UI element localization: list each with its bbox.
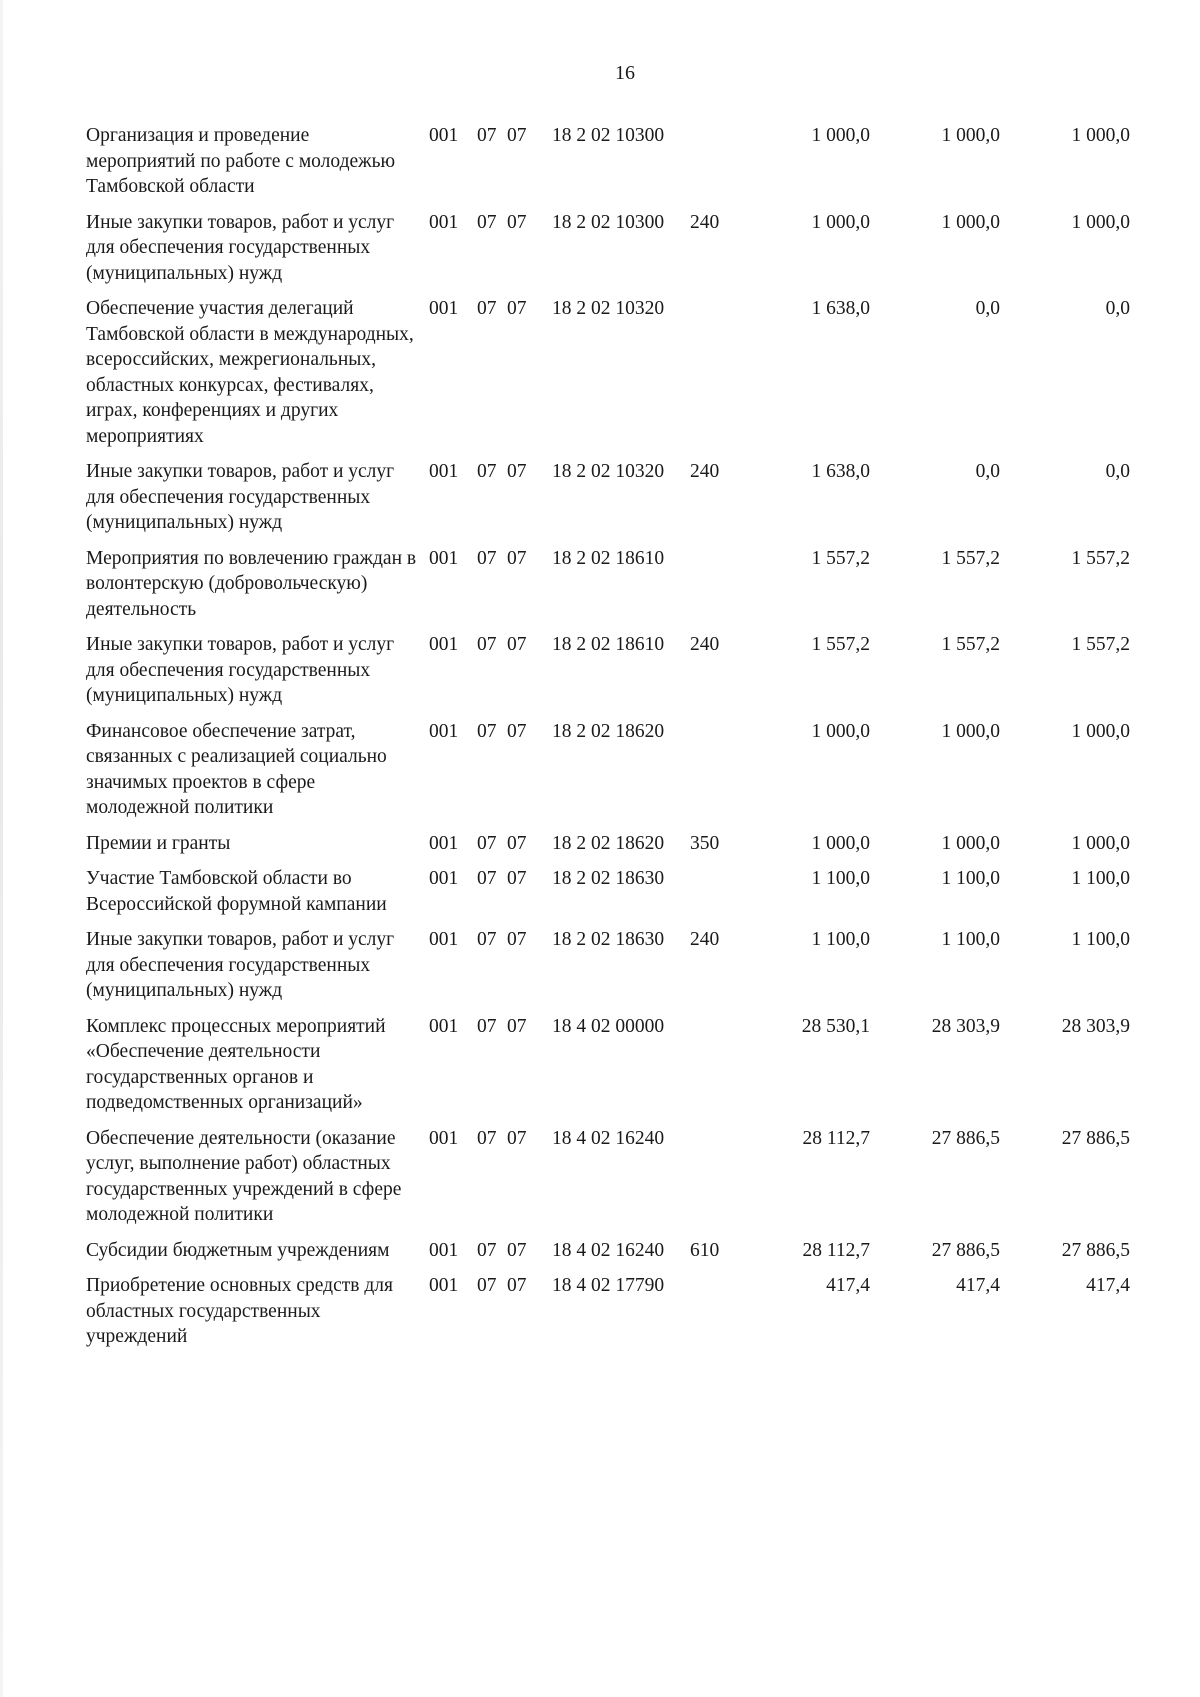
table-row — [86, 632, 1130, 719]
row-section-code: 07 — [477, 461, 497, 482]
row-amount-year-3: 0,0 — [1105, 461, 1130, 482]
row-subsection-code: 07 — [507, 211, 527, 233]
row-expense-type-code: 350 — [690, 832, 720, 854]
row-section-code: 07 — [477, 125, 497, 146]
row-section-code: 07 — [477, 720, 497, 742]
table-row — [86, 123, 1130, 210]
row-amount-year-2: 1 000,0 — [941, 720, 1000, 742]
row-amount-year-3: 417,4 — [1086, 1275, 1130, 1296]
row-amount-year-1: 28 112,7 — [802, 1239, 870, 1261]
row-subsection-code: 07 — [507, 298, 527, 319]
row-amount-year-1: 1 000,0 — [811, 125, 870, 146]
row-expense-type-code — [690, 719, 738, 831]
row-expense-type-code: 240 — [690, 461, 720, 482]
row-amount-year-3: 1 000,0 — [1071, 211, 1130, 233]
row-target-code: 18 2 02 18620 — [552, 832, 665, 854]
row-ministry-code: 001 — [429, 1239, 459, 1261]
row-ministry-code: 001 — [429, 1127, 459, 1149]
row-amount-year-3: 0,0 — [1105, 298, 1130, 319]
row-target-code: 18 2 02 10320 — [552, 298, 665, 319]
row-amount-year-2: 27 886,5 — [931, 1239, 1000, 1261]
row-name: Премии и гранты — [86, 832, 231, 854]
table-row — [86, 459, 1130, 546]
budget-table — [86, 123, 1130, 1360]
row-amount-year-1: 28 530,1 — [801, 1015, 870, 1037]
row-amount-year-2: 1 557,2 — [941, 634, 1000, 655]
row-target-code: 18 2 02 18610 — [552, 634, 665, 655]
row-expense-type-code — [690, 1126, 738, 1238]
row-name: Обеспечение деятельности (оказание услуг, выполнение работ) областных государственных учреждений в сфере молодежной политики — [86, 1127, 402, 1225]
row-amount-year-2: 1 557,2 — [941, 547, 1000, 569]
row-ministry-code: 001 — [429, 461, 459, 482]
row-expense-type-code — [690, 1273, 738, 1360]
row-subsection-code: 07 — [507, 125, 527, 146]
row-amount-year-3: 28 303,9 — [1061, 1015, 1130, 1037]
row-name: Иные закупки товаров, работ и услуг для обеспечения государственных (муниципальных) нужд — [86, 211, 395, 284]
row-ministry-code: 001 — [429, 634, 459, 655]
row-section-code: 07 — [477, 868, 497, 889]
row-expense-type-code — [690, 123, 738, 210]
row-ministry-code: 001 — [429, 1015, 459, 1037]
row-name: Участие Тамбовской области во Всероссийской форумной кампании — [86, 868, 387, 915]
row-amount-year-3: 27 886,5 — [1061, 1239, 1130, 1261]
row-expense-type-code — [690, 296, 738, 459]
row-amount-year-2: 0,0 — [975, 461, 1000, 482]
row-section-code: 07 — [477, 211, 497, 233]
row-amount-year-3: 1 100,0 — [1071, 868, 1130, 889]
row-section-code: 07 — [477, 832, 497, 854]
row-ministry-code: 001 — [429, 125, 459, 146]
table-row — [86, 831, 1130, 867]
row-subsection-code: 07 — [507, 461, 527, 482]
row-name: Иные закупки товаров, работ и услуг для обеспечения государственных (муниципальных) нужд — [86, 929, 395, 1001]
row-ministry-code: 001 — [429, 832, 459, 854]
row-amount-year-3: 1 000,0 — [1071, 832, 1130, 854]
row-subsection-code: 07 — [507, 720, 527, 742]
row-target-code: 18 2 02 10320 — [552, 461, 665, 482]
row-amount-year-2: 0,0 — [975, 298, 1000, 319]
row-section-code: 07 — [477, 1275, 497, 1296]
row-subsection-code: 07 — [507, 1239, 527, 1261]
row-target-code: 18 4 02 16240 — [552, 1239, 665, 1261]
table-row — [86, 1238, 1130, 1274]
row-section-code: 07 — [477, 634, 497, 655]
row-amount-year-2: 27 886,5 — [931, 1127, 1000, 1149]
row-ministry-code: 001 — [429, 1275, 459, 1296]
row-target-code: 18 2 02 10300 — [552, 211, 665, 233]
row-ministry-code: 001 — [429, 298, 459, 319]
row-amount-year-3: 1 557,2 — [1071, 634, 1130, 655]
row-ministry-code: 001 — [429, 868, 459, 889]
row-expense-type-code: 610 — [690, 1239, 720, 1261]
row-ministry-code: 001 — [429, 211, 459, 233]
table-row — [86, 719, 1130, 831]
row-amount-year-1: 1 557,2 — [811, 634, 870, 655]
row-name: Приобретение основных средств для областных государственных учреждений — [86, 1275, 393, 1347]
row-name: Организация и проведение мероприятий по работе с молодежью Тамбовской области — [86, 125, 396, 197]
row-section-code: 07 — [477, 1127, 497, 1149]
row-name: Обеспечение участия делегаций Тамбовской области в международных, всероссийских, межрегиональных, областных конкурсах, фестивалях, играх, конференциях и других мероприятиях — [86, 298, 414, 447]
row-amount-year-3: 27 886,5 — [1061, 1127, 1130, 1149]
row-name: Комплекс процессных мероприятий «Обеспечение деятельности государственных органов и подведомственных организаций» — [86, 1015, 386, 1113]
row-expense-type-code: 240 — [690, 634, 720, 655]
row-target-code: 18 2 02 18620 — [552, 720, 665, 742]
row-name: Мероприятия по вовлечению граждан в волонтерскую (добровольческую) деятельность — [86, 547, 417, 620]
row-amount-year-1: 1 000,0 — [811, 832, 870, 854]
row-section-code: 07 — [477, 298, 497, 319]
row-name: Финансовое обеспечение затрат, связанных с реализацией социально значимых проектов в сфере молодежной политики — [86, 720, 387, 818]
row-amount-year-1: 417,4 — [826, 1275, 870, 1296]
row-ministry-code: 001 — [429, 547, 459, 569]
row-expense-type-code — [690, 546, 738, 633]
row-subsection-code: 07 — [507, 1275, 527, 1296]
row-amount-year-1: 28 112,7 — [802, 1127, 870, 1149]
table-row — [86, 546, 1130, 633]
row-expense-type-code — [690, 866, 738, 927]
row-amount-year-2: 1 100,0 — [941, 929, 1000, 950]
row-amount-year-3: 1 000,0 — [1071, 720, 1130, 742]
row-subsection-code: 07 — [507, 1127, 527, 1149]
table-row — [86, 927, 1130, 1014]
row-amount-year-1: 1 100,0 — [811, 929, 870, 950]
row-target-code: 18 4 02 16240 — [552, 1127, 665, 1149]
row-amount-year-1: 1 557,2 — [811, 547, 870, 569]
row-subsection-code: 07 — [507, 929, 527, 950]
row-expense-type-code: 240 — [690, 211, 720, 233]
row-amount-year-3: 1 557,2 — [1071, 547, 1130, 569]
row-amount-year-2: 1 000,0 — [941, 125, 1000, 146]
table-row — [86, 296, 1130, 459]
row-target-code: 18 4 02 00000 — [552, 1015, 665, 1037]
row-section-code: 07 — [477, 547, 497, 569]
row-expense-type-code: 240 — [690, 929, 720, 950]
row-amount-year-2: 28 303,9 — [931, 1015, 1000, 1037]
row-subsection-code: 07 — [507, 634, 527, 655]
row-target-code: 18 4 02 17790 — [552, 1275, 665, 1296]
row-target-code: 18 2 02 18630 — [552, 929, 665, 950]
row-ministry-code: 001 — [429, 929, 459, 950]
row-amount-year-1: 1 000,0 — [811, 720, 870, 742]
row-target-code: 18 2 02 18630 — [552, 868, 665, 889]
table-body — [86, 123, 1130, 1360]
table-row — [86, 866, 1130, 927]
row-ministry-code: 001 — [429, 720, 459, 742]
row-amount-year-1: 1 638,0 — [811, 298, 870, 319]
row-name: Субсидии бюджетным учреждениям — [86, 1239, 390, 1261]
row-target-code: 18 2 02 10300 — [552, 125, 665, 146]
row-amount-year-1: 1 638,0 — [811, 461, 870, 482]
scan-edge-shadow — [0, 0, 3, 1697]
table-row — [86, 1126, 1130, 1238]
row-amount-year-1: 1 100,0 — [811, 868, 870, 889]
page-number: 16 — [615, 62, 635, 84]
row-name: Иные закупки товаров, работ и услуг для обеспечения государственных (муниципальных) нужд — [86, 461, 395, 533]
table-row — [86, 210, 1130, 297]
row-name: Иные закупки товаров, работ и услуг для обеспечения государственных (муниципальных) нужд — [86, 634, 395, 706]
row-subsection-code: 07 — [507, 1015, 527, 1037]
row-subsection-code: 07 — [507, 547, 527, 569]
row-section-code: 07 — [477, 1239, 497, 1261]
table-row — [86, 1014, 1130, 1126]
row-amount-year-1: 1 000,0 — [811, 211, 870, 233]
row-target-code: 18 2 02 18610 — [552, 547, 665, 569]
row-subsection-code: 07 — [507, 832, 527, 854]
row-section-code: 07 — [477, 929, 497, 950]
row-amount-year-2: 1 100,0 — [941, 868, 1000, 889]
row-amount-year-2: 417,4 — [956, 1275, 1000, 1296]
row-expense-type-code — [690, 1014, 738, 1126]
row-amount-year-3: 1 100,0 — [1071, 929, 1130, 950]
row-amount-year-3: 1 000,0 — [1071, 125, 1130, 146]
row-amount-year-2: 1 000,0 — [941, 211, 1000, 233]
row-subsection-code: 07 — [507, 868, 527, 889]
row-section-code: 07 — [477, 1015, 497, 1037]
row-amount-year-2: 1 000,0 — [941, 832, 1000, 854]
table-row — [86, 1273, 1130, 1360]
